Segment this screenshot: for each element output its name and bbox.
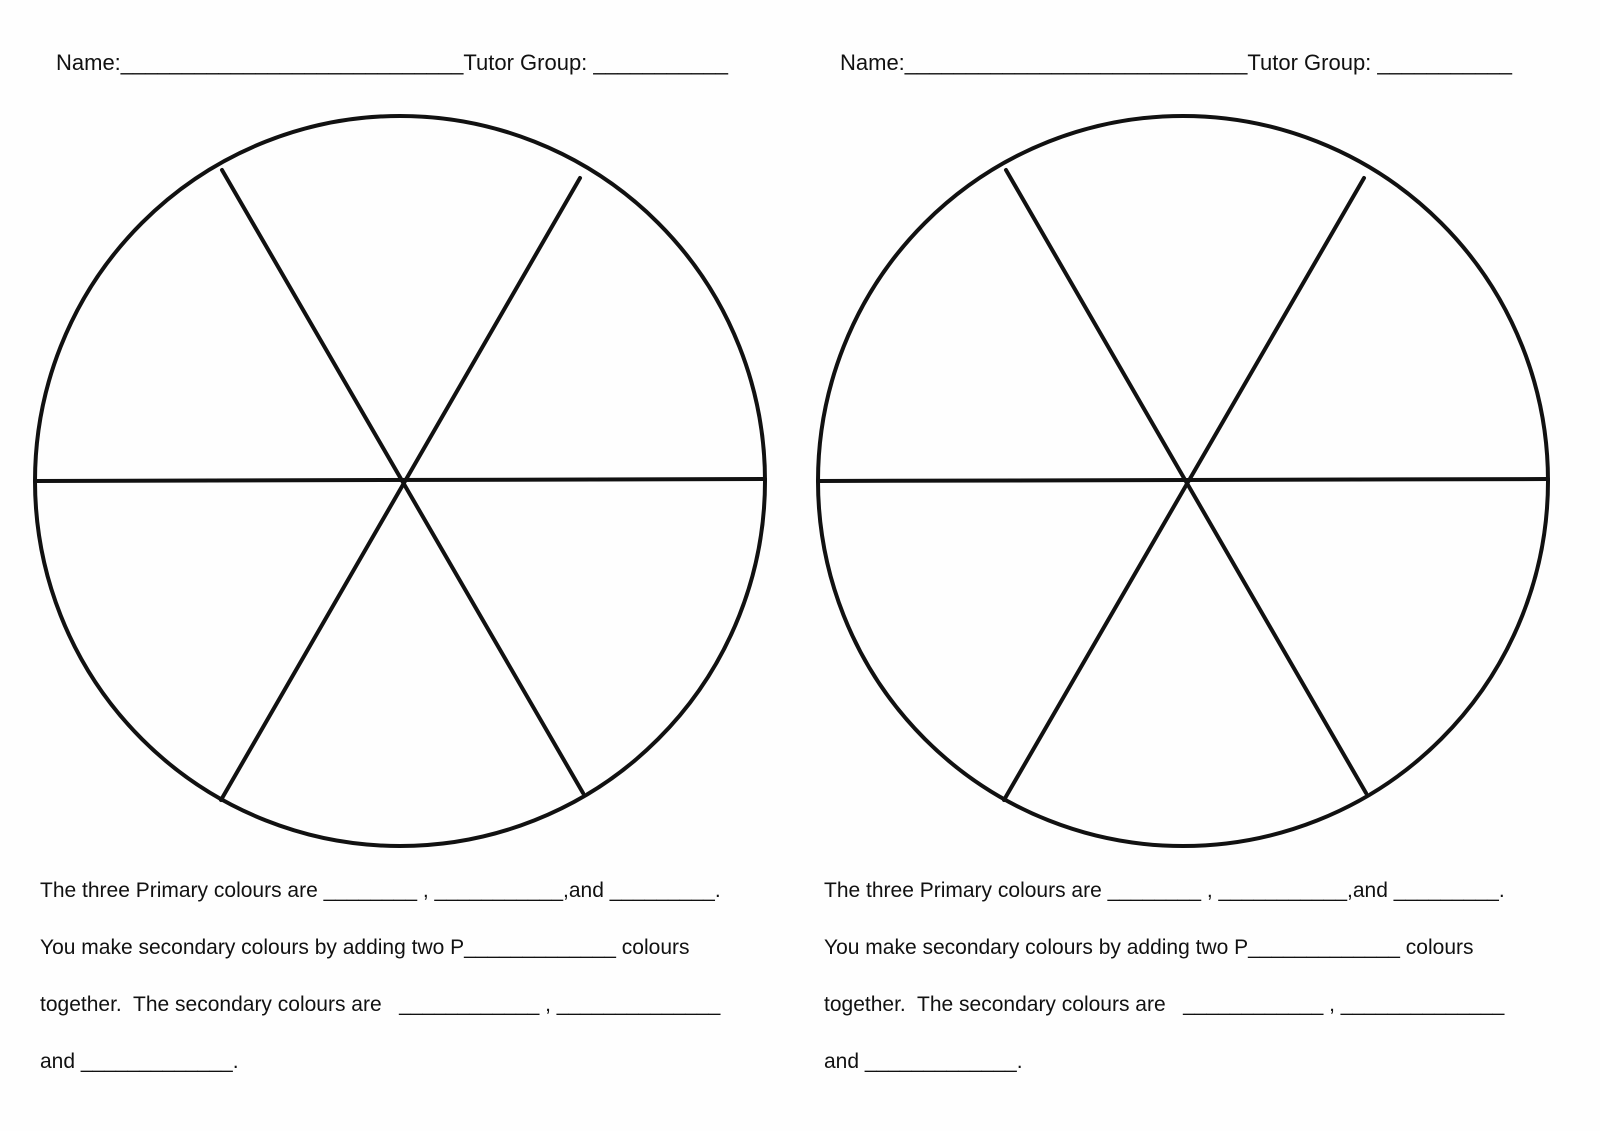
name-tutor-group-line: Name:____________________________Tutor Group: ___________ [56,50,728,75]
secondary-colours-line-1: You make secondary colours by adding two P_____________ colours [824,936,1474,959]
secondary-colours-line-2: together. The secondary colours are ____________ , ______________ [40,993,721,1016]
secondary-colours-line-2: together. The secondary colours are ____________ , ______________ [824,993,1505,1016]
secondary-colours-line-1: You make secondary colours by adding two P_____________ colours [40,936,690,959]
wheel-divider-diagonal-up [1004,178,1364,800]
colour-wheel [812,112,1560,860]
worksheet-right [784,0,1584,1131]
primary-colours-line: The three Primary colours are ________ , ___________,and _________. [40,879,721,902]
colour-wheel-outline [28,112,776,860]
secondary-colours-line-3: and _____________. [824,1050,1023,1073]
colour-wheel-outline [812,112,1560,860]
secondary-colours-line-3: and _____________. [40,1050,239,1073]
name-tutor-group-line: Name:____________________________Tutor Group: ___________ [840,50,1512,75]
wheel-divider-diagonal-up [221,178,580,800]
primary-colours-line: The three Primary colours are ________ , ___________,and _________. [824,879,1505,902]
colour-wheel [28,112,776,860]
